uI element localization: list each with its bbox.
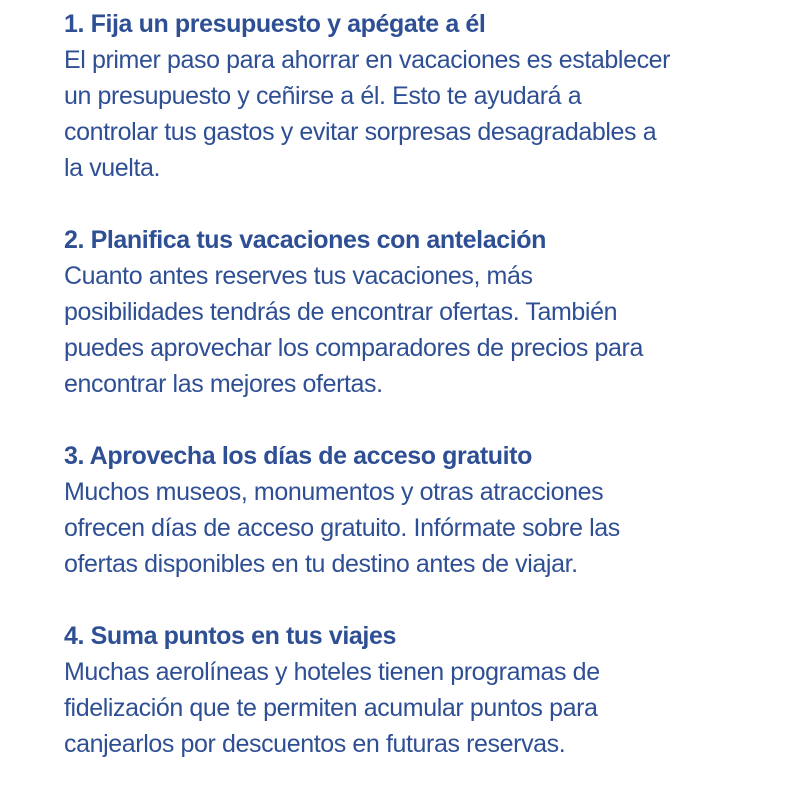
tip-body-line: posibilidades tendrás de encontrar ofertas. También	[64, 298, 618, 326]
tip-item-4	[64, 618, 764, 762]
tip-body-line: un presupuesto y ceñirse a él. Esto te ayudará a	[64, 82, 582, 110]
tip-title: 4. Suma puntos en tus viajes	[64, 622, 396, 650]
tip-body	[64, 474, 764, 582]
tip-body-line: Muchas aerolíneas y hoteles tienen programas de	[64, 658, 600, 686]
tip-body-line: ofertas disponibles en tu destino antes de viajar.	[64, 550, 578, 578]
tip-item-3	[64, 438, 764, 582]
tip-body-line: Muchos museos, monumentos y otras atracciones	[64, 478, 604, 506]
tip-item-2	[64, 222, 764, 402]
tip-body	[64, 654, 764, 762]
tip-title: 2. Planifica tus vacaciones con antelación	[64, 226, 547, 254]
tip-body-line: ofrecen días de acceso gratuito. Infórmate sobre las	[64, 514, 620, 542]
tips-list	[64, 6, 764, 798]
tip-body	[64, 258, 764, 402]
tip-body-line: puedes aprovechar los comparadores de precios para	[64, 334, 643, 362]
tip-title: 1. Fija un presupuesto y apégate a él	[64, 10, 486, 38]
tip-body-line: controlar tus gastos y evitar sorpresas desagradables a	[64, 118, 657, 146]
tip-body	[64, 42, 764, 186]
tip-body-line: Cuanto antes reserves tus vacaciones, más	[64, 262, 533, 290]
tip-body-line: fidelización que te permiten acumular puntos para	[64, 694, 598, 722]
tip-body-line: encontrar las mejores ofertas.	[64, 370, 383, 398]
tip-item-1	[64, 6, 764, 186]
tip-title: 3. Aprovecha los días de acceso gratuito	[64, 442, 532, 470]
tip-body-line: la vuelta.	[64, 154, 161, 182]
tip-body-line: canjearlos por descuentos en futuras reservas.	[64, 730, 566, 758]
tip-body-line: El primer paso para ahorrar en vacaciones es establecer	[64, 46, 671, 74]
